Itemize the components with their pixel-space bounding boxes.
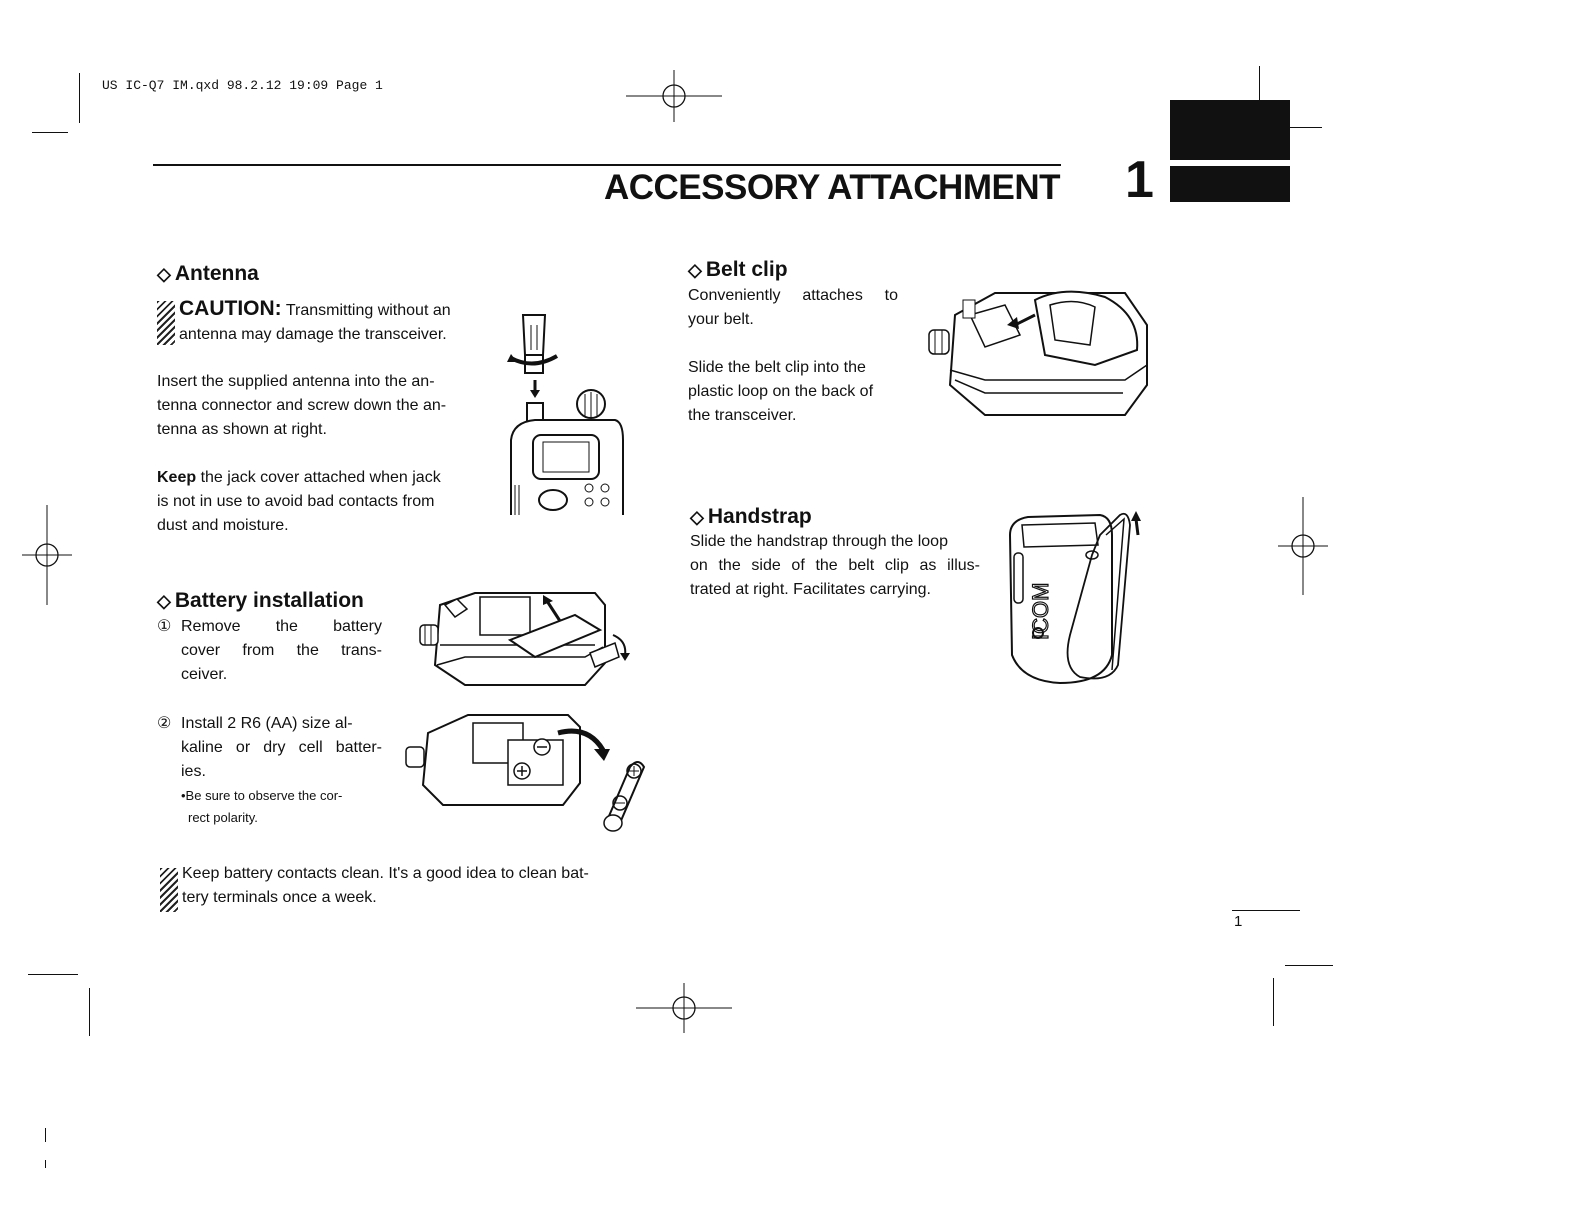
crop-mark bbox=[1273, 978, 1274, 1026]
caution-text: antenna may damage the transceiver. bbox=[179, 326, 447, 343]
crop-mark bbox=[79, 73, 80, 123]
belt-clip-slide-paragraph: Slide the belt clip into the plastic loop on the back of the transceiver. bbox=[688, 359, 874, 424]
crop-mark bbox=[45, 1160, 46, 1168]
step-number: ② bbox=[157, 715, 172, 732]
crop-mark bbox=[89, 988, 90, 1036]
battery-install-illustration bbox=[398, 705, 648, 833]
polarity-note: rect polarity. bbox=[188, 810, 258, 825]
registration-mark-icon bbox=[1278, 497, 1328, 595]
chapter-number: 1 bbox=[1125, 151, 1154, 209]
polarity-note: •Be sure to observe the cor- bbox=[181, 788, 343, 803]
caution-label: CAUTION: bbox=[179, 297, 282, 320]
icom-logo: ICOM bbox=[1028, 582, 1053, 640]
antenna-paragraph: Insert the supplied antenna into the an- tenna connector and screw down the an- tenna as shown at right. bbox=[157, 373, 447, 438]
diamond-icon: ◇ bbox=[157, 264, 171, 284]
registration-mark-icon bbox=[22, 505, 72, 605]
diamond-icon: ◇ bbox=[157, 591, 171, 611]
battery-step-2: ② Install 2 R6 (AA) size al- kaline or dry cell batter- ies. •Be sure to observe the cor- rect polarity. bbox=[157, 712, 382, 829]
diamond-icon: ◇ bbox=[690, 507, 704, 527]
page-title: ACCESSORY ATTACHMENT bbox=[603, 168, 1060, 207]
antenna-illustration bbox=[505, 310, 635, 515]
step-number: ① bbox=[157, 618, 172, 635]
crop-mark bbox=[1285, 965, 1333, 966]
battery-step-1: ① Remove the battery cover from the trans- ceiver. bbox=[157, 615, 382, 687]
antenna-heading: ◇ Antenna bbox=[157, 262, 259, 285]
page-number: 1 bbox=[1234, 913, 1243, 930]
chapter-tab-block bbox=[1170, 166, 1290, 202]
page-number-rule bbox=[1232, 910, 1300, 911]
crop-mark bbox=[28, 974, 78, 975]
caution-block bbox=[157, 297, 487, 347]
caution-text: Transmitting without an bbox=[285, 302, 451, 319]
handstrap-heading: ◇ Handstrap bbox=[690, 505, 812, 528]
crop-mark bbox=[45, 1128, 46, 1142]
jack-cover-paragraph: Keep the jack cover attached when jack is not in use to avoid bad contacts from dust and moisture. bbox=[157, 469, 441, 534]
battery-tip: Keep battery contacts clean. It's a good idea to clean bat- tery terminals once a week. bbox=[160, 862, 650, 910]
belt-clip-paragraph: Conveniently attaches to your belt. bbox=[688, 287, 898, 328]
battery-heading: ◇ Battery installation bbox=[157, 589, 364, 612]
crop-mark bbox=[1290, 127, 1322, 128]
tip-hatch-icon bbox=[160, 868, 178, 912]
handstrap-paragraph: Slide the handstrap through the loop on the side of the belt clip as illus- trated at right. Facilitates carrying. bbox=[690, 533, 980, 598]
crop-mark bbox=[1259, 66, 1260, 102]
handstrap-illustration bbox=[1000, 505, 1160, 685]
registration-mark-icon bbox=[636, 983, 732, 1033]
battery-cover-illustration bbox=[415, 585, 640, 697]
diamond-icon: ◇ bbox=[688, 260, 702, 280]
chapter-tab-block bbox=[1170, 100, 1290, 160]
registration-mark-icon bbox=[626, 70, 722, 122]
belt-clip-heading: ◇ Belt clip bbox=[688, 258, 788, 281]
print-header: US IC-Q7 IM.qxd 98.2.12 19:09 Page 1 bbox=[102, 78, 383, 93]
title-rule bbox=[153, 164, 1061, 166]
crop-mark bbox=[32, 132, 68, 133]
belt-clip-illustration bbox=[925, 285, 1155, 425]
caution-hatch-icon bbox=[157, 301, 175, 345]
